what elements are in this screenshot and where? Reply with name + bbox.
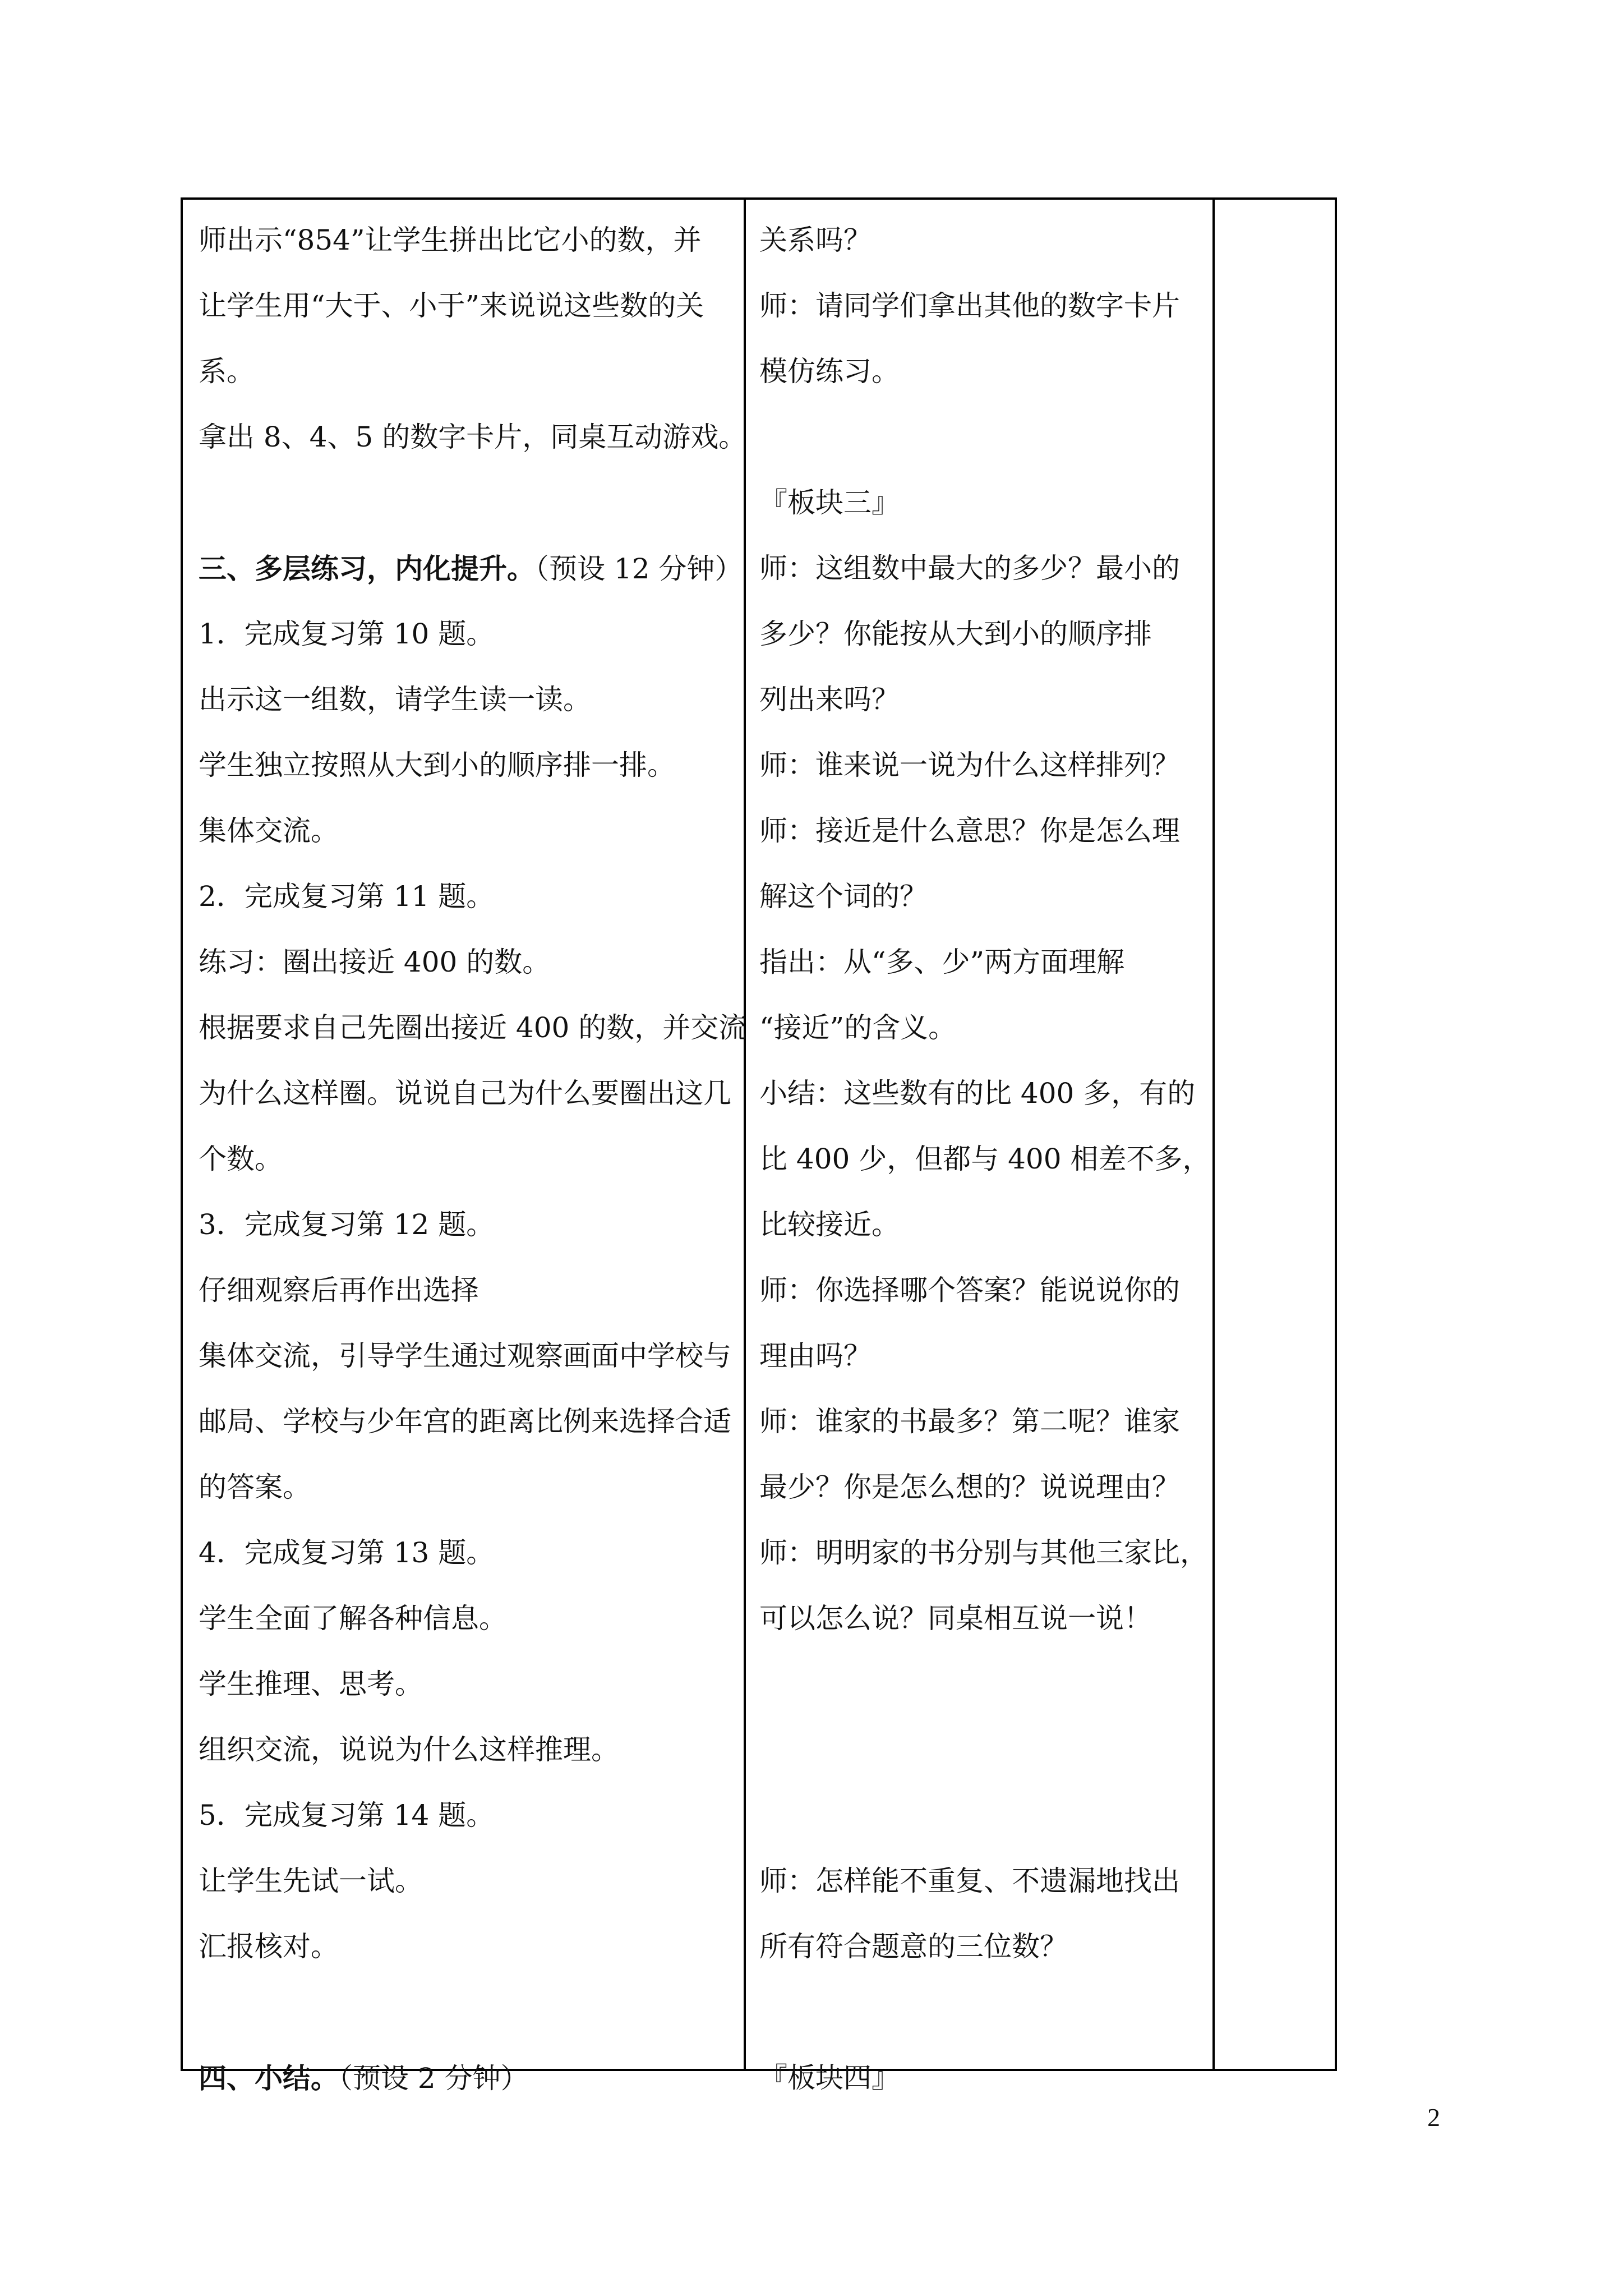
text-line: 2．完成复习第 11 题。 — [199, 880, 495, 913]
text-line: 师：你选择哪个答案？能说说你的 — [759, 1274, 1180, 1306]
text-line: 列出来吗？ — [759, 683, 900, 716]
page-number: 2 — [1427, 2103, 1440, 2132]
column-divider-1 — [744, 200, 746, 2069]
text-line: 3．完成复习第 12 题。 — [199, 1208, 495, 1241]
text-line: 让学生先试一试。 — [199, 1865, 423, 1897]
text-line: 师：请同学们拿出其他的数字卡片 — [759, 289, 1180, 322]
section-heading — [199, 2045, 737, 2111]
text-line: 关系吗？ — [759, 224, 872, 256]
text-line: 集体交流。 — [199, 815, 339, 847]
notes-column — [1215, 200, 1335, 2069]
text-line: 师：谁家的书最多？第二呢？谁家 — [759, 1405, 1180, 1438]
section-heading-title: 三、多层练习，内化提升。 — [199, 552, 535, 585]
text-line: 指出：从“多、少”两方面理解 — [759, 946, 1125, 978]
text-line: 『板块四』 — [759, 2062, 900, 2094]
text-line: 1．完成复习第 10 题。 — [199, 618, 495, 650]
text-line: 出示这一组数，请学生读一读。 — [199, 683, 591, 716]
text-line: 仔细观察后再作出选择 — [199, 1274, 479, 1306]
text-line: 4．完成复习第 13 题。 — [199, 1536, 495, 1569]
text-line: 让学生用“大于、小于”来说说这些数的关 — [199, 289, 704, 322]
text-line: 小结：这些数有的比 400 多，有的 — [759, 1077, 1196, 1110]
text-line: 师：接近是什么意思？你是怎么理 — [759, 815, 1180, 847]
text-line: 练习：圈出接近 400 的数。 — [199, 946, 551, 978]
text-line: 比 400 少，但都与 400 相差不多， — [759, 1143, 1211, 1175]
text-line: 所有符合题意的三位数？ — [759, 1930, 1068, 1963]
text-line: 师出示“854”让学生拼出比它小的数，并 — [199, 224, 702, 256]
text-line: 邮局、学校与少年宫的距离比例来选择合适 — [199, 1405, 731, 1438]
text-line: “接近”的含义。 — [759, 1011, 957, 1044]
text-line: 根据要求自己先圈出接近 400 的数，并交流 — [199, 1011, 747, 1044]
text-line: 的答案。 — [199, 1471, 311, 1503]
blank-line — [199, 1980, 737, 2045]
text-line: 系。 — [199, 355, 255, 388]
text-line: 学生推理、思考。 — [199, 1668, 423, 1700]
text-line: 理由吗？ — [759, 1340, 872, 1372]
text-line: 为什么这样圈。说说自己为什么要圈出这几 — [199, 1077, 731, 1110]
text-line: 比较接近。 — [759, 1208, 900, 1241]
section-heading-time-note: （预设 12 分钟） — [535, 553, 743, 585]
section-heading — [199, 536, 743, 601]
text-line: 个数。 — [199, 1143, 283, 1175]
text-line: 师：怎样能不重复、不遗漏地找出 — [759, 1865, 1180, 1897]
text-line: 多少？你能按从大到小的顺序排 — [759, 618, 1152, 650]
text-line: 可以怎么说？同桌相互说一说！ — [759, 1602, 1152, 1635]
blank-line — [199, 470, 737, 536]
text-line: 『板块三』 — [759, 486, 900, 519]
text-line: 学生独立按照从大到小的顺序排一排。 — [199, 749, 675, 781]
text-line: 汇报核对。 — [199, 1930, 339, 1963]
teaching-process-column — [199, 200, 747, 2111]
section-heading-title: 四、小结。 — [199, 2062, 339, 2095]
text-line: 最少？你是怎么想的？说说理由？ — [759, 1471, 1180, 1503]
text-line: 集体交流，引导学生通过观察画面中学校与 — [199, 1340, 731, 1372]
text-line: 5．完成复习第 14 题。 — [199, 1799, 495, 1832]
text-line: 模仿练习。 — [759, 355, 900, 388]
text-line: 组织交流，说说为什么这样推理。 — [199, 1733, 619, 1766]
text-line: 解这个词的？ — [759, 880, 928, 913]
text-line: 拿出 8、4、5 的数字卡片，同桌互动游戏。 — [199, 421, 747, 453]
section-heading-time-note: （预设 2 分钟） — [339, 2062, 529, 2095]
text-line: 学生全面了解各种信息。 — [199, 1602, 507, 1635]
text-line: 师：这组数中最大的多少？最小的 — [759, 552, 1180, 585]
text-line: 师：谁来说一说为什么这样排列？ — [759, 749, 1180, 781]
text-line: 师：明明家的书分别与其他三家比， — [759, 1536, 1208, 1569]
lesson-plan-table — [181, 197, 1337, 2095]
